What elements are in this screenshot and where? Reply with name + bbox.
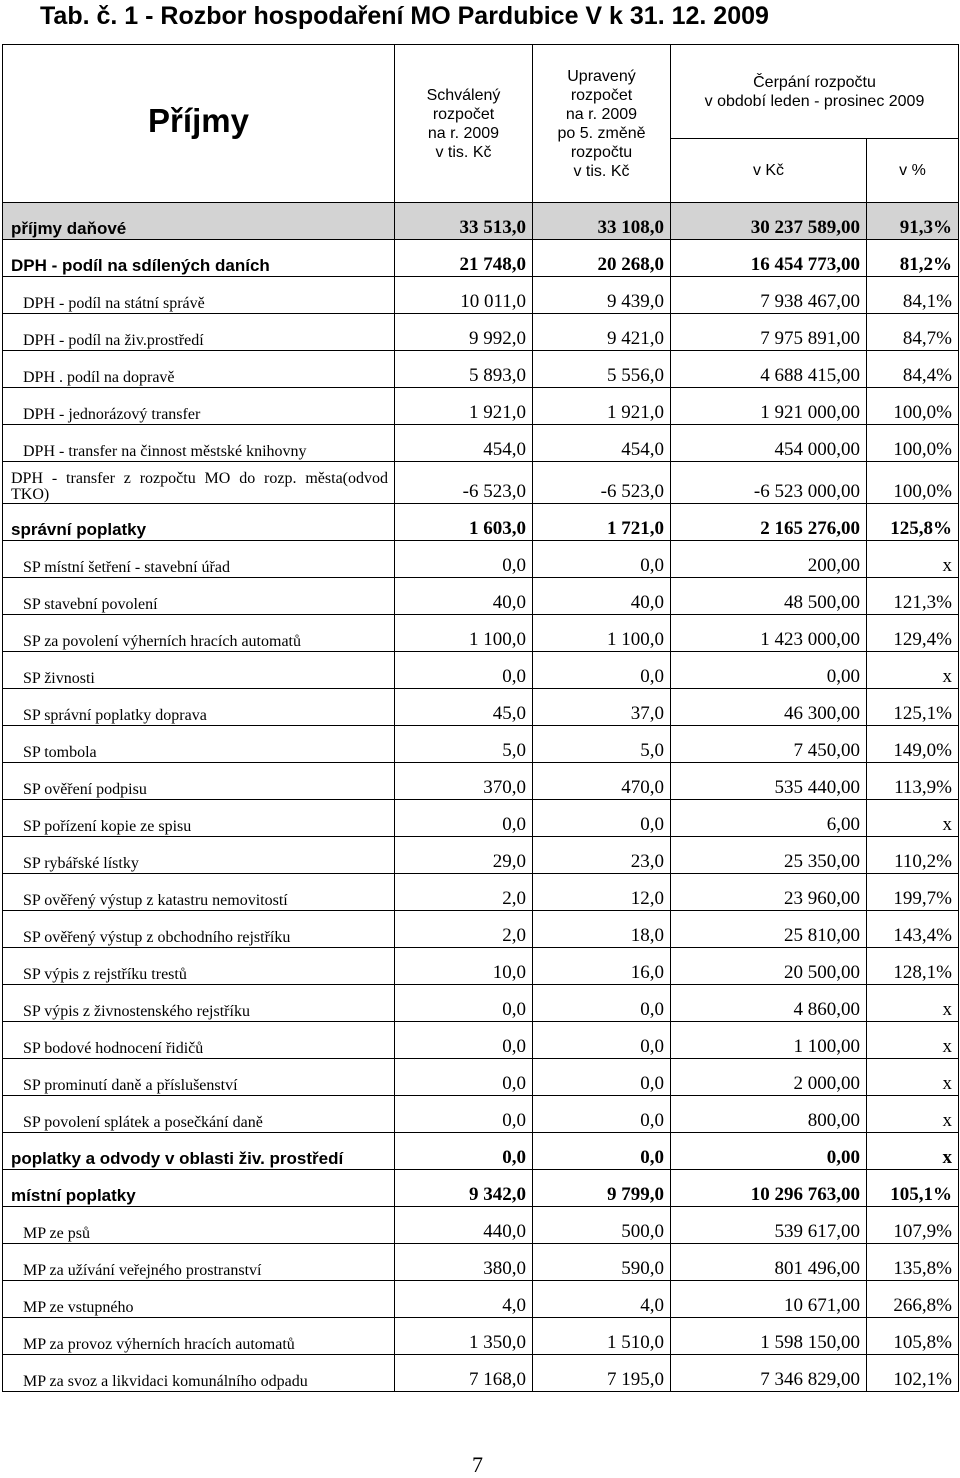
row-kc: 7 346 829,00 (671, 1355, 867, 1392)
header-pct: v % (867, 139, 959, 203)
table-row (3, 985, 959, 1022)
row-approved: 5,0 (395, 726, 533, 763)
table-row (3, 277, 959, 314)
row-adjusted: 590,0 (533, 1244, 671, 1281)
row-kc: 1 598 150,00 (671, 1318, 867, 1355)
row-pct: 266,8% (867, 1281, 959, 1318)
row-pct: x (867, 1022, 959, 1059)
row-adjusted: 0,0 (533, 985, 671, 1022)
row-kc: 800,00 (671, 1096, 867, 1133)
row-adjusted: 37,0 (533, 689, 671, 726)
row-kc: 454 000,00 (671, 425, 867, 462)
row-label: místní poplatky (3, 1170, 395, 1207)
table-row (3, 1281, 959, 1318)
row-pct: 100,0% (867, 425, 959, 462)
row-approved: 4,0 (395, 1281, 533, 1318)
table-row (3, 240, 959, 277)
row-kc: 6,00 (671, 800, 867, 837)
row-kc: 4 688 415,00 (671, 351, 867, 388)
row-pct: 110,2% (867, 837, 959, 874)
row-kc: 16 454 773,00 (671, 240, 867, 277)
row-pct: 199,7% (867, 874, 959, 911)
row-adjusted: 0,0 (533, 1096, 671, 1133)
row-adjusted: 0,0 (533, 800, 671, 837)
row-kc: 2 000,00 (671, 1059, 867, 1096)
table-row (3, 1059, 959, 1096)
row-label: MP za svoz a likvidaci komunálního odpadu (3, 1355, 395, 1392)
table-row (3, 1096, 959, 1133)
row-label: SP správní poplatky doprava (3, 689, 395, 726)
row-pct: 125,8% (867, 504, 959, 541)
row-approved: 0,0 (395, 1059, 533, 1096)
row-pct: x (867, 1096, 959, 1133)
row-approved: 0,0 (395, 541, 533, 578)
row-pct: 149,0% (867, 726, 959, 763)
row-approved: 0,0 (395, 985, 533, 1022)
row-kc: 1 100,00 (671, 1022, 867, 1059)
row-kc: -6 523 000,00 (671, 462, 867, 504)
row-adjusted: 9 799,0 (533, 1170, 671, 1207)
row-adjusted: 16,0 (533, 948, 671, 985)
row-approved: 21 748,0 (395, 240, 533, 277)
row-label: SP povolení splátek a posečkání daně (3, 1096, 395, 1133)
table-row (3, 351, 959, 388)
row-pct: x (867, 652, 959, 689)
table-row (3, 615, 959, 652)
row-approved: 1 350,0 (395, 1318, 533, 1355)
row-approved: 1 100,0 (395, 615, 533, 652)
row-pct: 102,1% (867, 1355, 959, 1392)
table-row (3, 1318, 959, 1355)
page-title: Tab. č. 1 - Rozbor hospodaření MO Pardubice V k 31. 12. 2009 (40, 2, 769, 30)
row-kc: 2 165 276,00 (671, 504, 867, 541)
row-label: SP výpis z živnostenského rejstříku (3, 985, 395, 1022)
row-adjusted: 5,0 (533, 726, 671, 763)
row-adjusted: 0,0 (533, 652, 671, 689)
table-row (3, 837, 959, 874)
row-label: DPH - transfer na činnost městské knihovny (3, 425, 395, 462)
row-approved: -6 523,0 (395, 462, 533, 504)
row-approved: 5 893,0 (395, 351, 533, 388)
row-adjusted: 9 439,0 (533, 277, 671, 314)
table-row (3, 388, 959, 425)
row-adjusted: 20 268,0 (533, 240, 671, 277)
row-label: MP ze vstupného (3, 1281, 395, 1318)
row-kc: 200,00 (671, 541, 867, 578)
row-approved: 1 603,0 (395, 504, 533, 541)
row-kc: 1 921 000,00 (671, 388, 867, 425)
row-approved: 9 342,0 (395, 1170, 533, 1207)
row-approved: 45,0 (395, 689, 533, 726)
row-label: SP stavební povolení (3, 578, 395, 615)
row-kc: 46 300,00 (671, 689, 867, 726)
row-kc: 7 975 891,00 (671, 314, 867, 351)
row-approved: 440,0 (395, 1207, 533, 1244)
row-approved: 10 011,0 (395, 277, 533, 314)
row-kc: 25 810,00 (671, 911, 867, 948)
row-pct: 84,4% (867, 351, 959, 388)
row-pct: 100,0% (867, 462, 959, 504)
budget-table (2, 44, 959, 1392)
row-kc: 0,00 (671, 652, 867, 689)
table-row (3, 1207, 959, 1244)
row-label: DPH - transfer z rozpočtu MO do rozp. města(odvod TKO) (3, 462, 395, 504)
row-adjusted: 1 100,0 (533, 615, 671, 652)
row-label: správní poplatky (3, 504, 395, 541)
row-adjusted: 12,0 (533, 874, 671, 911)
row-pct: x (867, 985, 959, 1022)
row-pct: x (867, 1133, 959, 1170)
row-pct: 91,3% (867, 203, 959, 240)
row-label: SP tombola (3, 726, 395, 763)
row-kc: 4 860,00 (671, 985, 867, 1022)
row-pct: x (867, 800, 959, 837)
row-label: DPH - podíl na živ.prostředí (3, 314, 395, 351)
table-row (3, 874, 959, 911)
row-adjusted: 4,0 (533, 1281, 671, 1318)
row-adjusted: 470,0 (533, 763, 671, 800)
row-adjusted: 9 421,0 (533, 314, 671, 351)
table-row (3, 1133, 959, 1170)
row-adjusted: 0,0 (533, 1133, 671, 1170)
row-adjusted: 454,0 (533, 425, 671, 462)
header-adjusted: Upravený rozpočet na r. 2009 po 5. změně rozpočtu v tis. Kč (533, 45, 671, 203)
row-approved: 29,0 (395, 837, 533, 874)
row-label: SP rybářské lístky (3, 837, 395, 874)
row-adjusted: 0,0 (533, 1022, 671, 1059)
table-row (3, 911, 959, 948)
row-kc: 48 500,00 (671, 578, 867, 615)
row-pct: 125,1% (867, 689, 959, 726)
table-row (3, 578, 959, 615)
row-pct: 81,2% (867, 240, 959, 277)
row-kc: 23 960,00 (671, 874, 867, 911)
table-row (3, 203, 959, 240)
row-label: SP výpis z rejstříku trestů (3, 948, 395, 985)
row-adjusted: 40,0 (533, 578, 671, 615)
row-approved: 1 921,0 (395, 388, 533, 425)
row-adjusted: 23,0 (533, 837, 671, 874)
row-label: SP ověřený výstup z katastru nemovitostí (3, 874, 395, 911)
section-title: Příjmy (148, 101, 249, 139)
row-label: SP místní šetření - stavební úřad (3, 541, 395, 578)
table-row (3, 689, 959, 726)
row-label: SP pořízení kopie ze spisu (3, 800, 395, 837)
table-row (3, 1355, 959, 1392)
row-approved: 0,0 (395, 800, 533, 837)
row-label: DPH - podíl na sdílených daních (3, 240, 395, 277)
row-approved: 10,0 (395, 948, 533, 985)
row-pct: 129,4% (867, 615, 959, 652)
table-row (3, 1022, 959, 1059)
table-row (3, 314, 959, 351)
row-label: MP ze psů (3, 1207, 395, 1244)
row-pct: 105,8% (867, 1318, 959, 1355)
row-pct: 143,4% (867, 911, 959, 948)
row-adjusted: -6 523,0 (533, 462, 671, 504)
row-adjusted: 500,0 (533, 1207, 671, 1244)
row-adjusted: 0,0 (533, 1059, 671, 1096)
row-label: MP za užívání veřejného prostranství (3, 1244, 395, 1281)
row-pct: 84,1% (867, 277, 959, 314)
table-row (3, 652, 959, 689)
row-kc: 539 617,00 (671, 1207, 867, 1244)
row-approved: 40,0 (395, 578, 533, 615)
row-approved: 380,0 (395, 1244, 533, 1281)
row-kc: 7 938 467,00 (671, 277, 867, 314)
row-pct: x (867, 1059, 959, 1096)
row-approved: 2,0 (395, 874, 533, 911)
header-kc: v Kč (671, 139, 867, 203)
row-kc: 535 440,00 (671, 763, 867, 800)
table-row (3, 1170, 959, 1207)
row-label: DPH . podíl na dopravě (3, 351, 395, 388)
row-kc: 0,00 (671, 1133, 867, 1170)
row-adjusted: 1 921,0 (533, 388, 671, 425)
row-adjusted: 1 721,0 (533, 504, 671, 541)
table-row (3, 462, 959, 504)
header-section (3, 45, 395, 203)
row-approved: 7 168,0 (395, 1355, 533, 1392)
table-row (3, 800, 959, 837)
row-adjusted: 18,0 (533, 911, 671, 948)
row-kc: 1 423 000,00 (671, 615, 867, 652)
row-label: SP živnosti (3, 652, 395, 689)
row-label: SP za povolení výherních hracích automatů (3, 615, 395, 652)
row-adjusted: 33 108,0 (533, 203, 671, 240)
row-kc: 10 296 763,00 (671, 1170, 867, 1207)
row-label: SP prominutí daně a příslušenství (3, 1059, 395, 1096)
page-number: 7 (472, 1452, 483, 1477)
table-row (3, 726, 959, 763)
header-approved: Schválený rozpočet na r. 2009 v tis. Kč (395, 45, 533, 203)
row-adjusted: 5 556,0 (533, 351, 671, 388)
row-pct: 105,1% (867, 1170, 959, 1207)
row-pct: 135,8% (867, 1244, 959, 1281)
table-row (3, 948, 959, 985)
row-approved: 0,0 (395, 1133, 533, 1170)
row-kc: 20 500,00 (671, 948, 867, 985)
row-kc: 10 671,00 (671, 1281, 867, 1318)
row-pct: 107,9% (867, 1207, 959, 1244)
row-approved: 0,0 (395, 1022, 533, 1059)
row-kc: 801 496,00 (671, 1244, 867, 1281)
row-approved: 370,0 (395, 763, 533, 800)
row-label: poplatky a odvody v oblasti živ. prostředí (3, 1133, 395, 1170)
row-pct: 84,7% (867, 314, 959, 351)
row-label: příjmy daňové (3, 203, 395, 240)
row-approved: 454,0 (395, 425, 533, 462)
row-label: MP za provoz výherních hracích automatů (3, 1318, 395, 1355)
table-row (3, 504, 959, 541)
row-pct: 100,0% (867, 388, 959, 425)
row-adjusted: 1 510,0 (533, 1318, 671, 1355)
row-adjusted: 7 195,0 (533, 1355, 671, 1392)
row-pct: 128,1% (867, 948, 959, 985)
row-approved: 0,0 (395, 652, 533, 689)
row-pct: x (867, 541, 959, 578)
table-row (3, 763, 959, 800)
row-kc: 7 450,00 (671, 726, 867, 763)
row-label: DPH - jednorázový transfer (3, 388, 395, 425)
row-label: DPH - podíl na státní správě (3, 277, 395, 314)
row-approved: 33 513,0 (395, 203, 533, 240)
row-label: SP ověřený výstup z obchodního rejstříku (3, 911, 395, 948)
row-pct: 113,9% (867, 763, 959, 800)
row-label: SP bodové hodnocení řidičů (3, 1022, 395, 1059)
table-row (3, 1244, 959, 1281)
row-approved: 0,0 (395, 1096, 533, 1133)
row-kc: 30 237 589,00 (671, 203, 867, 240)
row-pct: 121,3% (867, 578, 959, 615)
row-label: SP ověření podpisu (3, 763, 395, 800)
row-approved: 9 992,0 (395, 314, 533, 351)
table-row (3, 541, 959, 578)
row-kc: 25 350,00 (671, 837, 867, 874)
row-approved: 2,0 (395, 911, 533, 948)
header-spending: Čerpání rozpočtu v období leden - prosinec 2009 (671, 45, 959, 139)
table-row (3, 425, 959, 462)
row-adjusted: 0,0 (533, 541, 671, 578)
